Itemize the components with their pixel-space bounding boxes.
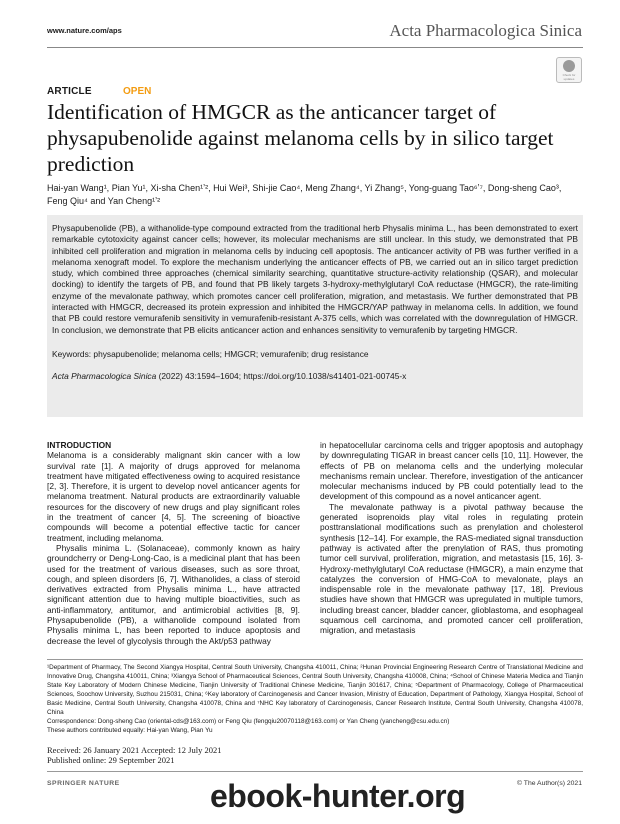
article-title: Identification of HMGCR as the anticancer target of physapubenolide against melanoma cells by in silico target prediction: [47, 100, 554, 176]
author-list: Hai-yan Wang¹, Pian Yu¹, Xi-sha Chen¹ʼ², Hui Wei³, Shi-jie Cao⁴, Meng Zhang⁴, Yi Zhang⁵, Yong-guang Tao⁶ʼ⁷, Dong-sheng Cao³, Feng Qiu⁴ and Yan Cheng¹ʼ²: [47, 183, 562, 206]
abstract-text: Physapubenolide (PB), a withanolide-type compound extracted from the traditional herb Physalis minima L., has been demonstrated to exert remarkable cytotoxicity against cancer cells; however, its molecular mechanisms are still unclear. In this study, we demonstrated that PB inhibited cell proliferation and migration in melanoma cells by inducing cell apoptosis. The anticancer activity of PB was further verified in a melanoma xenograft model. To explore the mechanism underlying the anticancer effects of PB, we carried out an in silico target prediction study, which combined three approaches (chemical similarity searching, quantitative structure-activity relationship (QSAR), and molecular docking) to identify the targets of PB, and found that PB likely targets 3-hydroxy-methylglutaryl CoA reductase (HMGCR), the rate-limiting enzyme of the mevalonate pathway, which promotes cancer cell proliferation, migration, and metastasis. We further demonstrated that PB interacted with HMGCR, decreased its protein expression and inhibited the HMGCR/YAP pathway in melanoma cells. In addition, we found that PB could restore vemurafenib sensitivity in vemurafenib-resistant A-375 cells, which was correlated with the downregulation of HMGCR. In conclusion, we demonstrate that PB elicits anticancer action and enhances sensitivity to vemurafenib by targeting HMGCR.: [52, 223, 578, 335]
publication-dates: [47, 745, 221, 765]
header-divider: [47, 47, 583, 48]
paragraph: in hepatocellular carcinoma cells and trigger apoptosis and autophagy by downregulating TIGAR in breast cancer cells [10, 11]. However, the effects of PB on melanoma cells and the underlying molecular mechanisms remain unclear. Therefore, investigation of the anticancer molecular mechanisms induced by PB could potentially lead to the development of this compound as a novel anticancer agent.: [320, 440, 583, 502]
site-url[interactable]: www.nature.com/aps: [47, 26, 122, 35]
footer-divider: [47, 771, 583, 772]
paragraph: Physalis minima L. (Solanaceae), commonly known as hairy groundcherry or Deng-Long-Cao, is a medicinal plant that has been used for the treatment of various diseases, such as sore throat, cough, and spleen disorders [6, 7]. Withanolides, a class of steroid derivatives extracted from Physalis minima L., have attracted significant attention due to having multiple bioactivities, such as anti-inflammatory, antitumor, and antimicrobial activities [8, 9]. Physapubenolide (PB), a withanolide compound isolated from Physalis minima L, has been reported to induce apoptosis and decrease the level of glycolysis through the Akt/p53 pathway: [47, 542, 300, 646]
affiliations: ¹Department of Pharmacy, The Second Xiangya Hospital, Central South University, Changsha 410011, China; ²Hunan Provincial Engineering Research Centre of Translational Medicine and Innovative Drug, Changsha 410011, China; ³Xiangya School of Pharmaceutical Sciences, Central South University, Changsha 410008, China; ⁴School of Chinese Materia Medica and Tianjin State Key Laboratory of Modern Chinese Medicine, Tianjin University of Traditional Chinese Medicine, Tianjin 301617, China; ⁵Department of Pharmacology, College of Pharmaceutical Sciences, Soochow University, Suzhou 215031, China; ⁶Key laboratory of Carcinogenesis and Cancer Invasion, Ministry of Education, Department of Pathology, Xiangya Hospital, School of Basic Medicine, Central South University, Changsha 410078, China and ⁷NHC Key laboratory of Carcinogenesis, Cancer Research Institute, Central South University, Changsha 410078, China: [47, 664, 583, 716]
copyright-notice: © The Author(s) 2021: [517, 780, 582, 787]
section-heading-introduction: INTRODUCTION: [47, 440, 112, 450]
paragraph: Melanoma is a considerably malignant skin cancer with a low survival rate [1]. A majority of drugs approved for melanoma treatment have mitigated effectiveness owing to acquired resistance [2, 3]. Therefore, it is urgent to develop novel anticancer agents for melanoma treatment. Natural products are extraordinarily valuable resources for the discovery of new drugs and play significant roles in the treatment of cancer [4, 5]. The screening of bioactive compounds will become a potential effective tactic for cancer treatment, including melanoma.: [47, 450, 300, 543]
abstract-box: [47, 215, 583, 417]
body-column-left: [47, 440, 300, 646]
affiliations-block: [47, 663, 583, 735]
citation-journal: Acta Pharmacologica Sinica: [52, 370, 157, 381]
badge-text: Check for updates: [562, 73, 576, 81]
publisher-logo: SPRINGER NATURE: [47, 780, 120, 787]
keywords: Keywords: physapubenolide; melanoma cells; HMGCR; vemurafenib; drug resistance: [52, 348, 369, 359]
affiliation-divider: [47, 659, 583, 660]
check-for-updates-badge[interactable]: [556, 57, 582, 83]
body-column-right: [320, 440, 583, 636]
open-access-label: OPEN: [123, 86, 152, 97]
update-icon: [563, 60, 575, 72]
citation: [52, 371, 578, 381]
received-accepted-dates: Received: 26 January 2021 Accepted: 12 July 2021: [47, 745, 222, 755]
equal-contribution-note: These authors contributed equally: Hai-yan Wang, Pian Yu: [47, 727, 213, 734]
watermark: ebook-hunter.org: [210, 778, 466, 814]
paragraph: The mevalonate pathway is a pivotal pathway because the generated isoprenoids play vital roles in regulating protein posttranslational modifications such as prenylation and cholesterol synthesis [12–14]. For example, the RAS-mediated signal transduction pathway is activated after the prenylation of RAS, thus promoting tumor cell survival, proliferation, migration, and metastasis [15, 16]. 3-Hydroxy-methylglutaryl CoA reductase (HMGCR), a main enzyme that catalyzes the conversion of HMG-CoA to mevalonate, plays an indispensable role in the mevalonate pathway [17, 18]. Previous studies have shown that HMGCR was upregulated in multiple tumors, including breast cancer, bladder cancer, glioblastoma, and esophageal squamous cell carcinoma, and promoted cancer cell proliferation, migration, and metastasis: [320, 501, 583, 636]
correspondence: Correspondence: Dong-sheng Cao (oriental-cds@163.com) or Feng Qiu (fengqiu20070118@163.com) or Yan Cheng (yancheng@csu.edu.cn): [47, 718, 450, 725]
citation-details[interactable]: (2022) 43:1594–1604; https://doi.org/10.1038/s41401-021-00745-x: [156, 370, 407, 381]
article-type-label: ARTICLE: [47, 86, 92, 97]
published-date: Published online: 29 September 2021: [47, 755, 175, 765]
journal-name: Acta Pharmacologica Sinica: [389, 21, 582, 40]
